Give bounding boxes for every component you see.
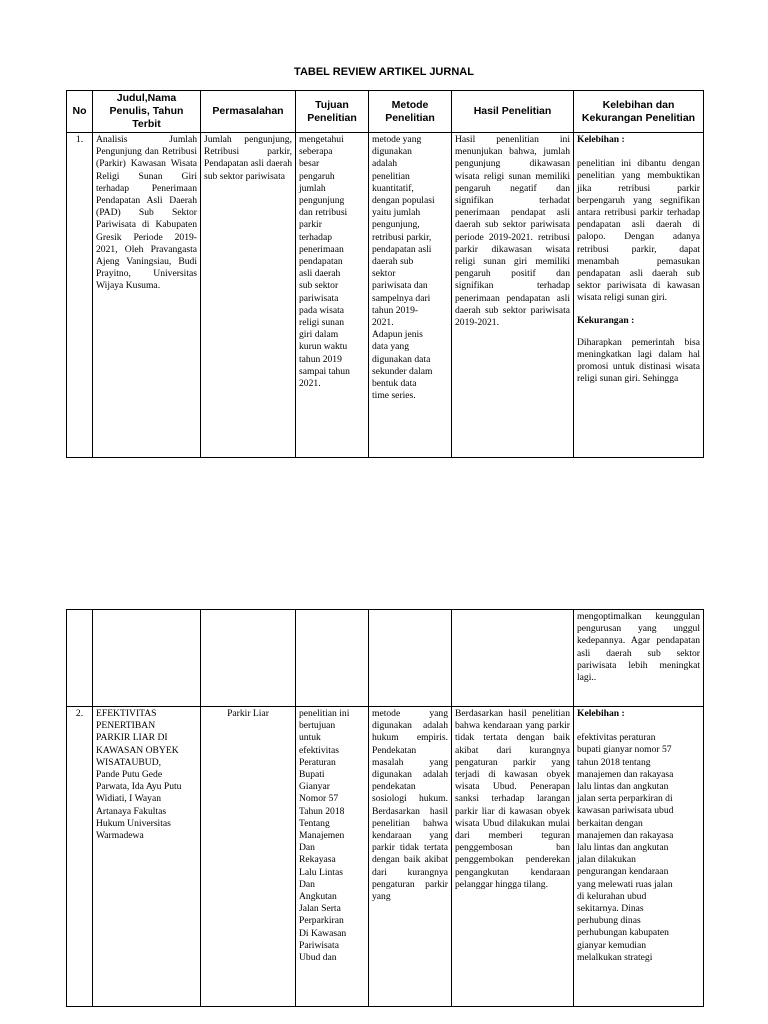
header-permasalahan: Permasalahan	[201, 91, 296, 133]
cell-no	[67, 610, 93, 707]
cell-kekurangan-continued: mengoptimalkan keunggulan pengurusan yang unggul kedepannya. Agar pendapatan asli daerah sub sektor pariwisata lebih meningkat lagi..	[574, 610, 704, 707]
cell-metode: metode yang digunakan adalah hukum empiris. Pendekatan masalah yang digunakan adalah pendekatan sosiologi hukum. Berdasarkan hasil penelitian bahwa kendaraan yang parkir tidak tertata dengan baik akibat dari kurangnya pengaturan parkir yang	[369, 707, 452, 1007]
judul-text: EFEKTIVITAS PENERTIBAN PARKIR LIAR DI KAWASAN OBYEK WISATAUBUD,	[96, 708, 179, 768]
table-row-continued	[67, 610, 704, 707]
cell-judul	[93, 707, 201, 1007]
header-kelebihan-kekurangan: Kelebihan dan Kekurangan Penelitian	[574, 91, 704, 133]
document-title: TABEL REVIEW ARTIKEL JURNAL	[294, 66, 474, 78]
cell-permasalahan: Jumlah pengunjung, Retribusi parkir, Pendapatan asli daerah sub sektor pariwisata	[201, 133, 296, 458]
header-tujuan: Tujuan Penelitian	[296, 91, 369, 133]
header-judul: Judul,Nama Penulis, Tahun Terbit	[93, 91, 201, 133]
cell-permasalahan: Parkir Liar	[201, 707, 296, 1007]
cell-kelebihan-kekurangan	[574, 133, 704, 458]
cell-no: 2.	[67, 707, 93, 1007]
kelebihan-text: efektivitas peraturan bupati gianyar nomor 57 tahun 2018 tentang manajemen dan rakayasa lalu lintas dan angkutan jalan serta perparkiran di kawasan pariwisata ubud berkaitan dengan manajemen dan rakayasa lalu lintas dan angkutan jalan dilakukan pengurangan kendaraan yang melewati ruas jalan di kelurahan ubud sekitarnya. Dinas perhubung dinas perhubungan kabupaten gianyar kemudian melalkukan strategi	[577, 732, 674, 963]
table-row	[67, 707, 704, 1007]
cell-no: 1.	[67, 133, 93, 458]
review-table-continued	[66, 609, 704, 1007]
kekurangan-text: Diharapkan pemerintah bisa meningkatkan lagi dalam hal promosi untuk distinasi wisata religi sunan giri. Sehingga	[577, 336, 700, 385]
header-metode: Metode Penelitian	[369, 91, 452, 133]
cell-hasil	[452, 610, 574, 707]
cell-kelebihan-kekurangan	[574, 707, 704, 1007]
kelebihan-label: Kelebihan :	[577, 708, 625, 719]
kekurangan-label: Kekurangan :	[577, 314, 635, 326]
kelebihan-label: Kelebihan :	[577, 134, 625, 145]
cell-metode: metode yang digunakan adalah penelitian kuantitatif, dengan populasi yaitu jumlah pengunjung, retribusi parkir, pendapatan asli daerah sub sektor pariwisata dan sampelnya dari tahun 2019- 2021. Adapun jenis data yang digunakan data sekunder dalam bentuk data time series.	[369, 133, 452, 458]
header-no: No	[67, 91, 93, 133]
cell-tujuan: mengetahui seberapa besar pengaruh jumlah pengunjung dan retribusi parkir terhadap penerimaan pendapatan asli daerah sub sektor pariwisata pada wisata religi sunan giri dalam kurun waktu tahun 2019 sampai tahun 2021.	[296, 133, 369, 458]
table-row	[67, 133, 704, 458]
header-hasil: Hasil Penelitian	[452, 91, 574, 133]
kelebihan-text: penelitian ini dibantu dengan penelitian yang membuktikan jika retribusi parkir berpengaruh yang segnifikan antara retribusi parkir terhadap pendapatan asli daerah di palopo. Dengan adanya retribusi parkir, dapat menambah pemasukan pendapatan asli daerah sub sektor pariwisata di kawasan wisata religi sunan giri.	[577, 158, 700, 304]
cell-hasil: Hasil penenlitian ini menunjukan bahwa, jumlah pengunjung dikawasan wisata religi sunan memiliki pengaruh negatif dan signifikan terhadat penerimaan pendapat asli daerah sub sektor pariwisata periode 2019-2021. retribusi parkir dikawasan wisata religi sunan giri memiliki pengaruh positif dan signifikan terhadap penerimaan pendapatan asli daerah sub sektor pariwisata 2019-2021.	[452, 133, 574, 458]
review-table	[66, 90, 704, 458]
penulis-text: Pande Putu Gede Parwata, Ida Ayu Putu Widiati, I Wayan Artanaya Fakultas Hukum Universitas Warmadewa	[96, 769, 182, 842]
cell-permasalahan	[201, 610, 296, 707]
cell-judul: Analisis Jumlah Pengunjung dan Retribusi (Parkir) Kawasan Wisata Religi Sunan Giri terhadap Penerimaan Pendapatan Asli Daerah (PAD) Sub Sektor Pariwisata di Kabupaten Gresik Periode 2019-2021, Oleh Pravangasta Ajeng Vaningsiau, Budi Prayitno, Universitas Wijaya Kusuma.	[93, 133, 201, 458]
cell-metode	[369, 610, 452, 707]
header-row	[67, 91, 704, 133]
cell-hasil: Berdasarkan hasil penelitian bahwa kendaraan yang parkir tidak tertata dengan baik akibat dari kurangnya pengaturan parkir yang terjadi di kawasan obyek wisata Ubud. Penerapan sanksi terhadap larangan parkir liar di kawasan obyek wisata Ubud dilakukan mulai dari memberi teguran penggembosan ban penggembokan penderekan pengangkutan kendaraan pelanggar hingga tilang.	[452, 707, 574, 1007]
cell-judul	[93, 610, 201, 707]
cell-tujuan	[296, 610, 369, 707]
cell-tujuan: penelitian ini bertujuan untuk efektivitas Peraturan Bupati Gianyar Nomor 57 Tahun 2018 Tentang Manajemen Dan Rekayasa Lalu Lintas Dan Angkutan Jalan Serta Perparkiran Di Kawasan Pariwisata Ubud dan	[296, 707, 369, 1007]
